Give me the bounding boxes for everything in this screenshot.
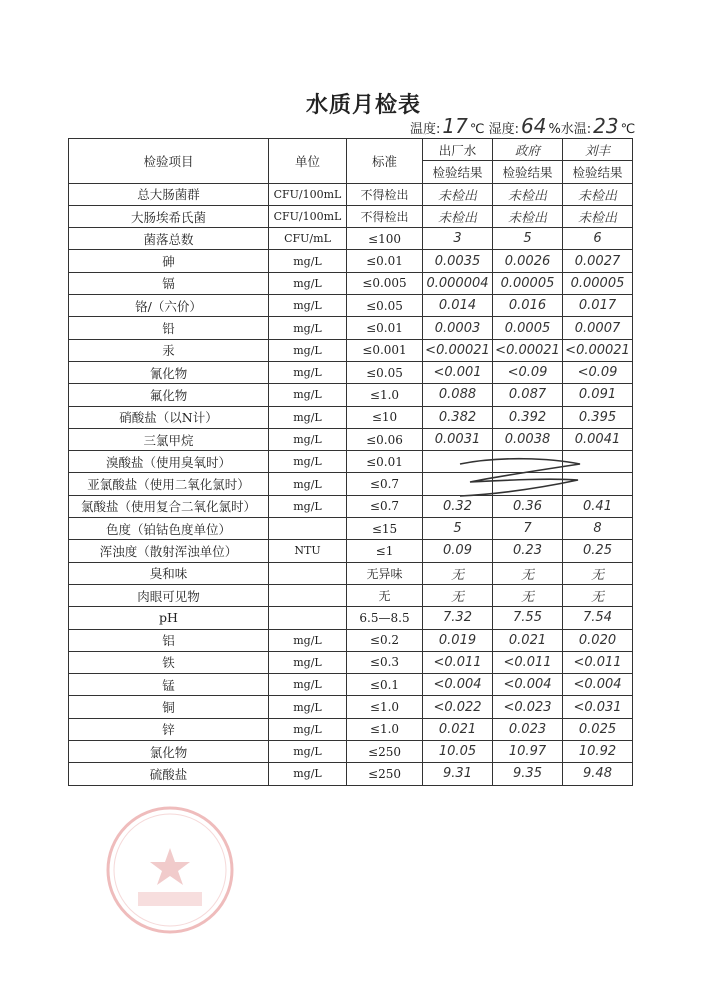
handwritten-value: 5	[453, 521, 462, 537]
handwritten-value: <0.00021	[565, 342, 630, 358]
table-row	[69, 651, 633, 673]
unit-cell: mg/L	[269, 317, 347, 339]
handwritten-value: 0.25	[583, 543, 612, 559]
standard-cell: ≤0.7	[347, 473, 423, 495]
handwritten-value: <0.031	[573, 699, 622, 715]
unit-cell	[269, 584, 347, 606]
handwritten-value: 未检出	[507, 188, 547, 204]
result-site-2-cell	[493, 562, 563, 584]
result-site-2-cell	[493, 674, 563, 696]
handwritten-value: 无	[450, 590, 464, 606]
item-name-cell: 铁	[69, 651, 269, 673]
unit-cell: mg/L	[269, 272, 347, 294]
unit-cell: CFU/100mL	[269, 183, 347, 205]
page-title: 水质月检表	[305, 93, 421, 118]
standard-cell: 无	[347, 584, 423, 606]
standard-cell: ≤1.0	[347, 718, 423, 740]
result-site-1-cell	[423, 607, 493, 629]
table-row	[69, 317, 633, 339]
table-row	[69, 540, 633, 562]
result-site-1-cell	[423, 295, 493, 317]
table-row	[69, 361, 633, 383]
result-site-3-cell	[563, 518, 633, 540]
handwritten-value: 未检出	[507, 211, 547, 227]
handwritten-value: 无	[590, 590, 604, 606]
header-site-3: 刘丰	[563, 139, 633, 161]
result-site-3-cell	[563, 674, 633, 696]
handwritten-value: 0.00005	[570, 275, 625, 291]
standard-cell: 不得检出	[347, 183, 423, 205]
result-site-2-cell	[493, 183, 563, 205]
result-site-3-cell	[563, 250, 633, 272]
item-name-cell: 氯化物	[69, 741, 269, 763]
item-name-cell: 铜	[69, 696, 269, 718]
standard-cell: ≤1.0	[347, 696, 423, 718]
handwritten-value: 0.0027	[574, 253, 621, 269]
unit-cell: CFU/mL	[269, 228, 347, 250]
unit-cell	[269, 518, 347, 540]
result-site-1-cell	[423, 428, 493, 450]
result-site-2-cell	[493, 651, 563, 673]
unit-cell: mg/L	[269, 451, 347, 473]
result-site-1-cell	[423, 183, 493, 205]
handwritten-value: 0.017	[578, 298, 617, 314]
handwritten-value: <0.022	[433, 699, 482, 715]
result-site-1-cell	[423, 339, 493, 361]
handwritten-value: <0.004	[573, 677, 622, 693]
table-row	[69, 205, 633, 227]
standard-cell: ≤0.06	[347, 428, 423, 450]
handwritten-value: 9.31	[443, 766, 472, 782]
result-site-1-cell	[423, 205, 493, 227]
handwritten-value: 0.395	[578, 409, 617, 425]
item-name-cell: 肉眼可见物	[69, 584, 269, 606]
standard-cell: ≤15	[347, 518, 423, 540]
item-name-cell: 色度（铂钴色度单位）	[69, 518, 269, 540]
temperature-label: 温度:	[410, 122, 441, 137]
result-site-1-cell	[423, 674, 493, 696]
handwritten-value: 未检出	[577, 188, 617, 204]
handwritten-value: 0.0035	[434, 253, 481, 269]
table-row	[69, 607, 633, 629]
table-row	[69, 518, 633, 540]
unit-cell: mg/L	[269, 384, 347, 406]
result-site-3-cell	[563, 696, 633, 718]
unit-cell: CFU/100mL	[269, 205, 347, 227]
result-site-1-cell	[423, 361, 493, 383]
conditions-line	[410, 114, 636, 138]
result-site-1-cell	[423, 228, 493, 250]
unit-cell: mg/L	[269, 763, 347, 785]
handwritten-value: 0.0031	[434, 432, 481, 447]
handwritten-value: 未检出	[437, 188, 477, 204]
header-site-1: 出厂水	[423, 139, 493, 161]
table-row	[69, 696, 633, 718]
result-site-1-cell	[423, 651, 493, 673]
handwritten-value: 7	[523, 521, 532, 537]
handwritten-value: 0.392	[508, 409, 547, 425]
humidity-value: 64	[520, 114, 547, 138]
unit-cell	[269, 607, 347, 629]
standard-cell: ≤250	[347, 763, 423, 785]
result-site-1-cell	[423, 696, 493, 718]
item-name-cell: 铬/（六价）	[69, 295, 269, 317]
handwritten-value: 0.016	[508, 298, 547, 314]
item-name-cell: 砷	[69, 250, 269, 272]
result-site-2-cell	[493, 272, 563, 294]
result-site-2-cell	[493, 406, 563, 428]
result-site-3-cell	[563, 205, 633, 227]
result-site-3-cell	[563, 651, 633, 673]
table-row	[69, 428, 633, 450]
table-row	[69, 674, 633, 696]
handwritten-value: 0.021	[508, 632, 547, 648]
result-site-1-cell	[423, 384, 493, 406]
header-item: 检验项目	[69, 139, 269, 184]
result-site-3-cell	[563, 361, 633, 383]
result-site-3-cell	[563, 428, 633, 450]
handwritten-value: 0.36	[513, 498, 542, 514]
handwritten-value: 5	[523, 231, 532, 247]
handwritten-value: 0.091	[578, 387, 617, 403]
handwritten-value: 无	[520, 590, 534, 606]
result-site-1-cell	[423, 584, 493, 606]
table-row	[69, 629, 633, 651]
result-site-3-cell	[563, 406, 633, 428]
result-site-3-cell	[563, 183, 633, 205]
header-result-3: 检验结果	[563, 161, 633, 183]
result-site-3-cell	[563, 317, 633, 339]
item-name-cell: 溴酸盐（使用臭氧时）	[69, 451, 269, 473]
item-name-cell: 硝酸盐（以N计）	[69, 406, 269, 428]
item-name-cell: 氟化物	[69, 384, 269, 406]
standard-cell: ≤1	[347, 540, 423, 562]
item-name-cell: 氯酸盐（使用复合二氧化氯时）	[69, 495, 269, 517]
handwritten-value: <0.004	[433, 677, 482, 693]
unit-cell: mg/L	[269, 295, 347, 317]
result-site-2-cell	[493, 428, 563, 450]
handwritten-value: 0.0007	[574, 320, 621, 336]
result-site-3-cell	[563, 540, 633, 562]
handwritten-value: 未检出	[437, 211, 477, 227]
handwritten-value: 6	[593, 231, 602, 247]
handwritten-value: 无	[520, 567, 534, 583]
item-name-cell: 锰	[69, 674, 269, 696]
result-site-2-cell	[493, 317, 563, 339]
handwritten-value: 8	[593, 521, 602, 537]
table-row	[69, 763, 633, 785]
handwritten-value: 0.014	[438, 298, 477, 314]
unit-cell: mg/L	[269, 629, 347, 651]
standard-cell: ≤10	[347, 406, 423, 428]
temperature-unit: ℃	[469, 122, 485, 137]
table-row	[69, 228, 633, 250]
humidity-label: 湿度:	[488, 122, 519, 137]
result-site-3-cell	[563, 718, 633, 740]
strike-through-scribble	[440, 452, 590, 502]
result-site-1-cell	[423, 518, 493, 540]
result-site-2-cell	[493, 205, 563, 227]
result-site-1-cell	[423, 317, 493, 339]
result-site-2-cell	[493, 584, 563, 606]
unit-cell: NTU	[269, 540, 347, 562]
result-site-2-cell	[493, 763, 563, 785]
handwritten-value: 0.09	[443, 543, 472, 559]
result-site-2-cell	[493, 696, 563, 718]
handwritten-value: 0.382	[438, 409, 477, 425]
result-site-3-cell	[563, 272, 633, 294]
standard-cell: 不得检出	[347, 205, 423, 227]
item-name-cell: 镉	[69, 272, 269, 294]
result-site-1-cell	[423, 272, 493, 294]
handwritten-value: <0.09	[507, 365, 548, 381]
standard-cell: ≤0.1	[347, 674, 423, 696]
result-site-2-cell	[493, 540, 563, 562]
standard-cell: ≤0.01	[347, 250, 423, 272]
handwritten-value: <0.001	[433, 365, 482, 381]
result-site-2-cell	[493, 607, 563, 629]
unit-cell: mg/L	[269, 428, 347, 450]
handwritten-value: <0.00021	[425, 342, 490, 358]
unit-cell: mg/L	[269, 741, 347, 763]
temperature-value: 17	[442, 114, 468, 138]
result-site-1-cell	[423, 718, 493, 740]
handwritten-value: <0.011	[573, 654, 622, 670]
handwritten-value: 未检出	[577, 211, 617, 227]
result-site-2-cell	[493, 228, 563, 250]
result-site-3-cell	[563, 295, 633, 317]
item-name-cell: 浑浊度（散射浑浊单位）	[69, 540, 269, 562]
item-name-cell: 硫酸盐	[69, 763, 269, 785]
result-site-2-cell	[493, 361, 563, 383]
standard-cell: ≤100	[347, 228, 423, 250]
table-row	[69, 272, 633, 294]
handwritten-value: 0.019	[438, 632, 477, 648]
handwritten-value: <0.004	[503, 677, 552, 693]
result-site-1-cell	[423, 540, 493, 562]
table-row	[69, 183, 633, 205]
standard-cell: ≤0.2	[347, 629, 423, 651]
standard-cell: ≤0.7	[347, 495, 423, 517]
item-name-cell: 总大肠菌群	[69, 183, 269, 205]
result-site-3-cell	[563, 228, 633, 250]
result-site-2-cell	[493, 741, 563, 763]
handwritten-value: 3	[453, 231, 462, 247]
table-row	[69, 584, 633, 606]
result-site-3-cell	[563, 741, 633, 763]
unit-cell: mg/L	[269, 406, 347, 428]
unit-cell: mg/L	[269, 718, 347, 740]
standard-cell: ≤0.05	[347, 295, 423, 317]
result-site-1-cell	[423, 562, 493, 584]
handwritten-value: 7.54	[583, 610, 612, 626]
table-row	[69, 406, 633, 428]
handwritten-value: 0.0038	[504, 432, 551, 447]
handwritten-value: 0.0005	[504, 320, 551, 336]
item-name-cell: 大肠埃希氏菌	[69, 205, 269, 227]
result-site-2-cell	[493, 718, 563, 740]
table-row	[69, 295, 633, 317]
unit-cell: mg/L	[269, 696, 347, 718]
table-row	[69, 339, 633, 361]
handwritten-value: 0.021	[438, 721, 477, 737]
result-site-1-cell	[423, 250, 493, 272]
handwritten-value: 无	[590, 567, 604, 583]
table-row	[69, 384, 633, 406]
header-result-2: 检验结果	[493, 161, 563, 183]
result-site-3-cell	[563, 607, 633, 629]
result-site-3-cell	[563, 562, 633, 584]
result-site-3-cell	[563, 584, 633, 606]
handwritten-value: <0.023	[503, 699, 552, 715]
handwritten-value: 0.087	[508, 387, 547, 403]
handwritten-value: 无	[450, 567, 464, 583]
handwritten-value: 0.41	[583, 498, 612, 514]
standard-cell: ≤0.01	[347, 451, 423, 473]
water-temperature-value: 23	[593, 114, 619, 138]
handwritten-value: 7.55	[513, 610, 542, 626]
official-seal-stamp	[100, 800, 240, 940]
item-name-cell: 菌落总数	[69, 228, 269, 250]
handwritten-value: 0.00005	[500, 275, 555, 291]
item-name-cell: 臭和味	[69, 562, 269, 584]
water-temperature-label: %水温:	[548, 122, 592, 137]
standard-cell: ≤0.3	[347, 651, 423, 673]
table-row	[69, 250, 633, 272]
handwritten-value: 9.35	[513, 766, 542, 782]
handwritten-value: 7.32	[443, 610, 472, 626]
handwritten-value: 0.023	[508, 721, 547, 737]
item-name-cell: 汞	[69, 339, 269, 361]
item-name-cell: 亚氯酸盐（使用二氧化氯时）	[69, 473, 269, 495]
item-name-cell: pH	[69, 607, 269, 629]
handwritten-value: 0.025	[578, 721, 617, 737]
unit-cell	[269, 562, 347, 584]
standard-cell: ≤0.001	[347, 339, 423, 361]
item-name-cell: 三氯甲烷	[69, 428, 269, 450]
result-site-1-cell	[423, 629, 493, 651]
standard-cell: ≤0.01	[347, 317, 423, 339]
item-name-cell: 锌	[69, 718, 269, 740]
result-site-1-cell	[423, 741, 493, 763]
header-site-2: 政府	[493, 139, 563, 161]
standard-cell: ≤0.005	[347, 272, 423, 294]
result-site-2-cell	[493, 384, 563, 406]
result-site-1-cell	[423, 763, 493, 785]
handwritten-value: 0.0041	[574, 432, 621, 447]
result-site-2-cell	[493, 295, 563, 317]
result-site-3-cell	[563, 384, 633, 406]
item-name-cell: 氰化物	[69, 361, 269, 383]
header-result-1: 检验结果	[423, 161, 493, 183]
standard-cell: ≤1.0	[347, 384, 423, 406]
table-row	[69, 718, 633, 740]
handwritten-value: <0.011	[503, 654, 552, 670]
handwritten-value: 0.32	[443, 498, 472, 514]
header-unit: 单位	[269, 139, 347, 184]
item-name-cell: 铝	[69, 629, 269, 651]
header-standard: 标准	[347, 139, 423, 184]
handwritten-value: 9.48	[583, 766, 612, 782]
standard-cell: ≤0.05	[347, 361, 423, 383]
result-site-1-cell	[423, 406, 493, 428]
handwritten-value: <0.09	[577, 365, 618, 381]
handwritten-value: 0.23	[513, 543, 542, 559]
unit-cell: mg/L	[269, 674, 347, 696]
standard-cell: 无异味	[347, 562, 423, 584]
table-row	[69, 741, 633, 763]
handwritten-value: 10.05	[438, 744, 477, 760]
unit-cell: mg/L	[269, 473, 347, 495]
result-site-2-cell	[493, 518, 563, 540]
result-site-2-cell	[493, 250, 563, 272]
handwritten-value: <0.011	[433, 654, 482, 670]
standard-cell: ≤250	[347, 741, 423, 763]
standard-cell: 6.5—8.5	[347, 607, 423, 629]
handwritten-value: 0.088	[438, 387, 477, 403]
result-site-2-cell	[493, 629, 563, 651]
handwritten-value: 0.0026	[504, 253, 551, 269]
result-site-3-cell	[563, 763, 633, 785]
handwritten-value: 0.020	[578, 632, 617, 648]
handwritten-value: 10.97	[508, 744, 547, 760]
handwritten-value: 0.0003	[434, 320, 481, 336]
result-site-3-cell	[563, 339, 633, 361]
handwritten-value: <0.00021	[495, 342, 560, 358]
unit-cell: mg/L	[269, 250, 347, 272]
handwritten-value: 0.000004	[426, 275, 489, 291]
table-row	[69, 562, 633, 584]
unit-cell: mg/L	[269, 495, 347, 517]
unit-cell: mg/L	[269, 361, 347, 383]
item-name-cell: 铅	[69, 317, 269, 339]
handwritten-value: 10.92	[578, 744, 617, 760]
water-temperature-unit: ℃	[620, 122, 636, 137]
result-site-3-cell	[563, 629, 633, 651]
result-site-2-cell	[493, 339, 563, 361]
unit-cell: mg/L	[269, 651, 347, 673]
unit-cell: mg/L	[269, 339, 347, 361]
